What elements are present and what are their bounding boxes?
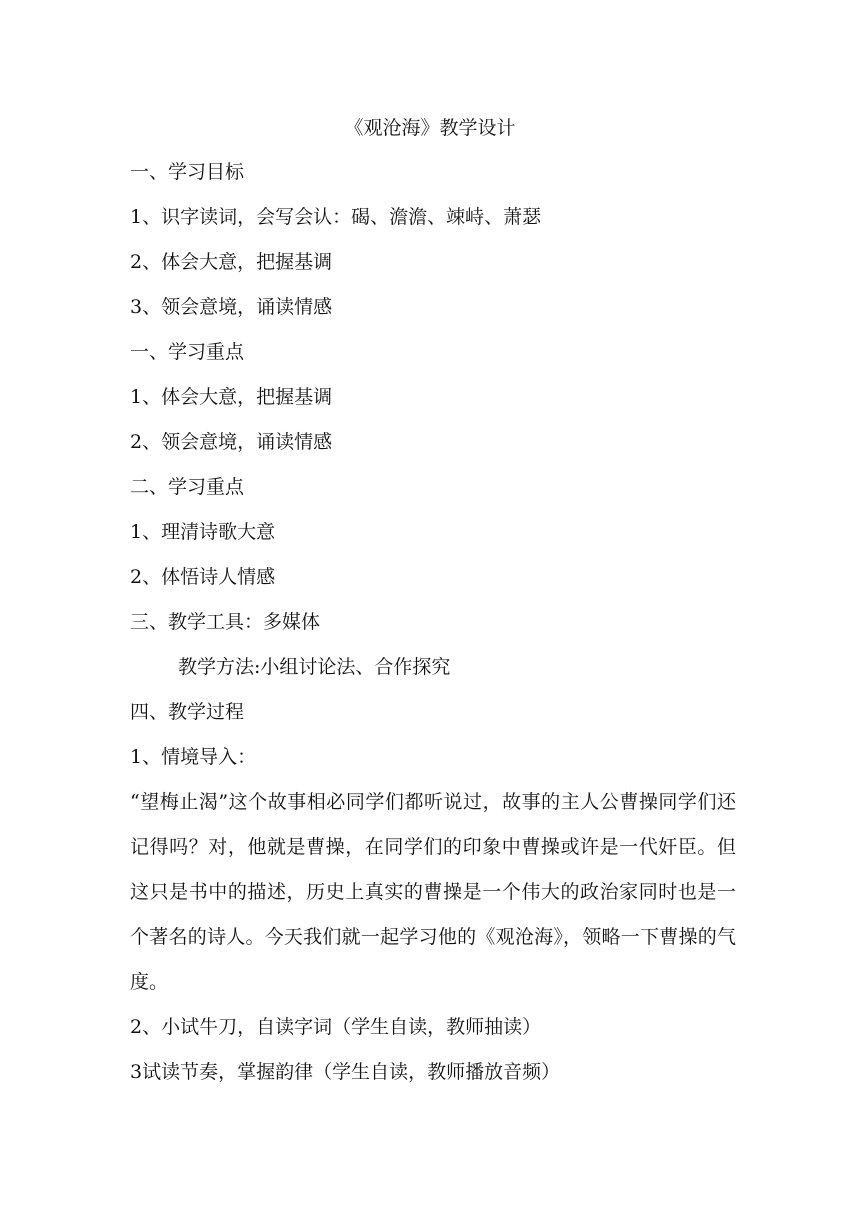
document-title: 《观沧海》教学设计 bbox=[344, 117, 516, 139]
document-body bbox=[130, 156, 736, 1101]
section-heading-key-points-2: 二、学习重点 bbox=[130, 476, 245, 498]
intro-paragraph: “望梅止渴”这个故事相必同学们都听说过，故事的主人公曹操同学们还记得吗？对，他就是曹操，在同学们的印象中曹操或许是一代奸臣。但这只是书中的描述，历史上真实的曹操是一个伟大的政治家同时也是一个著名的诗人。今天我们就一起学习他的《观沧海》，领略一下曹操的气度。 bbox=[130, 791, 736, 993]
section-heading-key-points: 一、学习重点 bbox=[130, 341, 245, 363]
list-item: 1、识字读词，会写会认：碣、澹澹、竦峙、萧瑟 bbox=[130, 206, 542, 228]
list-item: 3、领会意境，诵读情感 bbox=[130, 296, 333, 318]
section-heading-process: 四、教学过程 bbox=[130, 701, 245, 723]
list-item: 2、小试牛刀，自读字词（学生自读，教师抽读） bbox=[130, 1016, 542, 1038]
section-heading-objectives: 一、学习目标 bbox=[130, 161, 245, 183]
list-item: 1、体会大意，把握基调 bbox=[130, 386, 333, 408]
list-item: 3试读节奏，掌握韵律（学生自读，教师播放音频） bbox=[130, 1061, 561, 1083]
list-item: 2、体悟诗人情感 bbox=[130, 566, 276, 588]
section-heading-tools: 三、教学工具：多媒体 bbox=[130, 611, 321, 633]
list-item: 1、情境导入： bbox=[130, 746, 257, 768]
list-item: 1、理清诗歌大意 bbox=[130, 521, 276, 543]
list-item: 2、领会意境，诵读情感 bbox=[130, 431, 333, 453]
list-item: 2、体会大意，把握基调 bbox=[130, 251, 333, 273]
method-line: 教学方法:小组讨论法、合作探究 bbox=[178, 656, 451, 678]
